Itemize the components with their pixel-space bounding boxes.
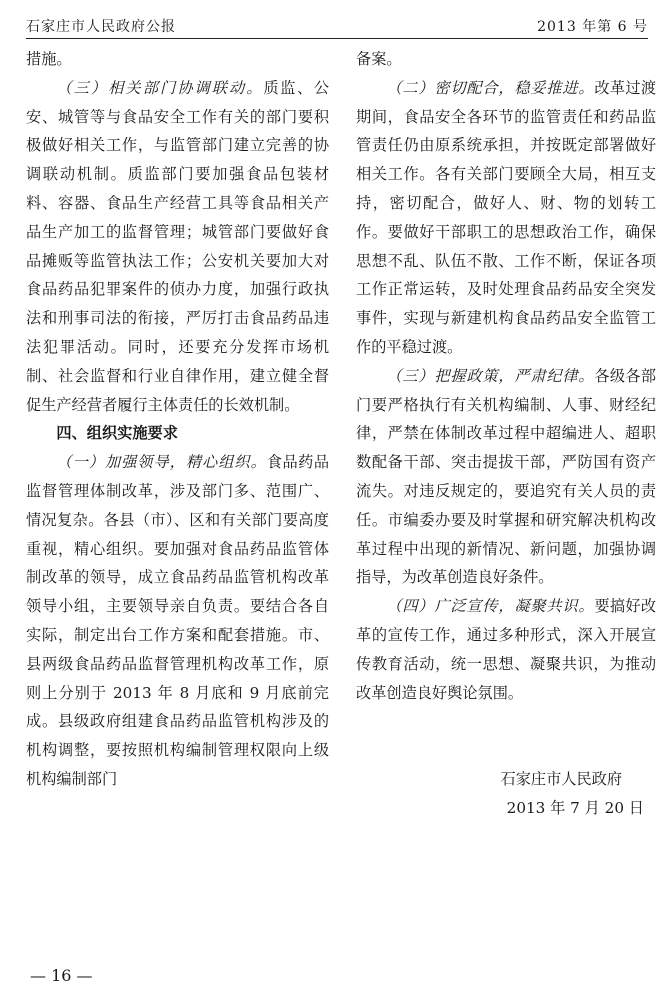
left-column (26, 45, 329, 794)
paragraph-body: 食品药品监督管理体制改革，涉及部门多、范围广、情况复杂。各县（市）、区和有关部门要高度重视，精心组织。要加强对食品药品监管体制改革的领导，成立食品药品监管机构改革领导小组，主要领导亲自负责。要结合各自实际，制定出台工作方案和配套措施。市、县两级食品药品监督管理机构改革工作，原则上分别于 2013 年 8 月底和 9 月底前完成。县级政府组建食品药品监管机构涉及的机构调整，要按照机构编制管理权限向上级机构编制部门 (26, 453, 330, 788)
publication-title: 石家庄市人民政府公报 (26, 19, 176, 35)
page-number: — 16 — (30, 966, 93, 985)
paragraph-lead: （三）相关部门协调联动。 (56, 78, 264, 97)
paragraph-coordination (26, 74, 329, 420)
paragraph-body: 各级各部门要严格执行有关机构编制、人事、财经纪律，严禁在体制改革过程中超编进人、超职数配备干部、突击提拔干部，严防国有资产流失。对违反规定的，要追究有关人员的责任。市编委办要及时掌握和研究解决机构改革过程中出现的新情况、新问题，加强协调指导，为改革创造良好条件。 (356, 366, 657, 587)
paragraph-lead: （三）把握政策，严肃纪律。 (386, 366, 595, 385)
signature-organization: 石家庄市人民政府 (500, 770, 622, 789)
paragraph-body: 质监、公安、城管等与食品安全工作有关的部门要积极做好相关工作，与监管部门建立完善的协调联动机制。质监部门要加强食品包装材料、容器、食品生产经营工具等食品相关产品生产加工的监督管理；城管部门要做好食品摊贩等监管执法工作；公安机关要加大对食品药品犯罪案件的侦办力度，加强行政执法和刑事司法的衔接，严厉打击食品药品违法犯罪活动。同时，还要充分发挥市场机制、社会监督和行业自律作用，建立健全督促生产经营者履行主体责任的长效机制。 (26, 78, 330, 414)
running-header (26, 14, 648, 39)
paragraph-publicity (356, 592, 656, 707)
paragraph-lead: （二）密切配合，稳妥推进。 (386, 78, 595, 97)
paragraph-lead: （一）加强领导，精心组织。 (56, 453, 267, 472)
paragraph-continuation: 措施。 (26, 50, 72, 68)
signature-date: 2013 年 7 月 20 日 (506, 799, 644, 818)
paragraph-discipline (356, 362, 656, 592)
paragraph-cooperation (356, 74, 656, 362)
paragraph-body: 改革过渡期间，食品安全各环节的监管责任和药品监管责任仍由原系统承担，并按既定部署做好相关工作。各有关部门要顾全大局，相互支持，密切配合，做好人、财、物的划转工作。要做好干部职工的思想政治工作，确保思想不乱、队伍不散、工作不断，保证各项工作正常运转，及时处理食品药品安全突发事件，实现与新建机构食品药品安全监管工作的平稳过渡。 (356, 78, 657, 356)
issue-number: 2013 年第 6 号 (537, 19, 648, 35)
paragraph-lead: （四）广泛宣传，凝聚共识。 (386, 597, 595, 616)
paragraph-body: 要搞好改革的宣传工作，通过多种形式，深入开展宣传教育活动，统一思想、凝聚共识，为推动改革创造良好舆论氛围。 (356, 597, 657, 702)
paragraph-continuation: 备案。 (356, 50, 402, 68)
section-heading: 四、组织实施要求 (56, 424, 178, 443)
right-column (356, 45, 656, 823)
paragraph-leadership (26, 448, 329, 794)
